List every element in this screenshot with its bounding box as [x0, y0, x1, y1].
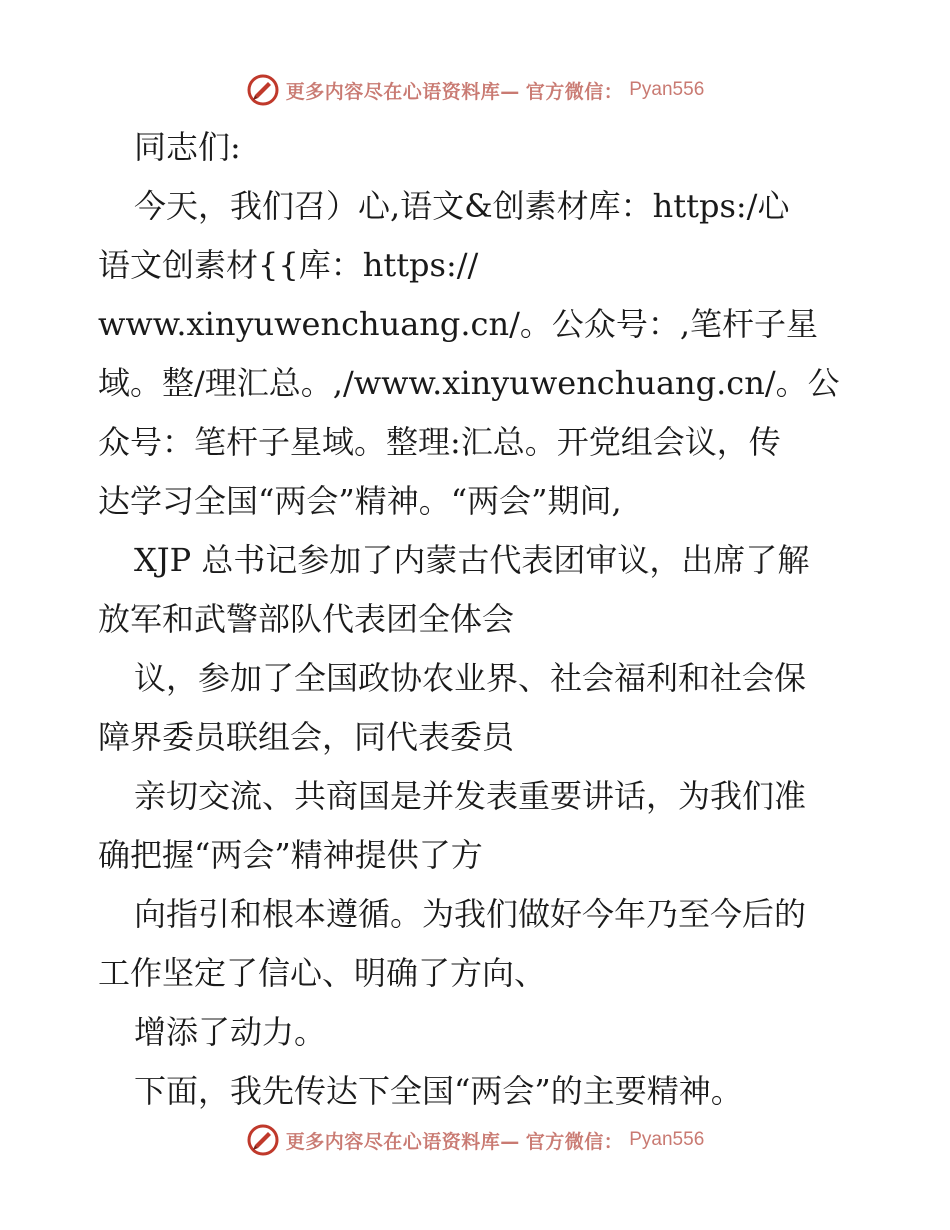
banner-main-text: 更多内容尽在心语资料库—: [285, 1130, 520, 1153]
footer-banner: [0, 1120, 950, 1160]
text-line: XJP 总书记参加了内蒙古代表团审议，出席了解: [134, 541, 810, 579]
text-line: 工作坚定了信心、明确了方向、: [98, 954, 547, 992]
text-line: 达学习全国“两会”精神。“两会”期间,: [98, 482, 622, 520]
text-line: 确把握“两会”精神提供了方: [98, 836, 483, 874]
banner-suffix-text: 官方微信：: [525, 80, 624, 103]
banner-suffix-text: 官方微信：: [525, 1130, 624, 1153]
text-line: 向指引和根本遵循。为我们做好今年乃至今后的: [134, 895, 807, 933]
text-line: www.xinyuwenchuang.cn/。公众号：,笔杆子星: [98, 305, 819, 343]
text-line: 亲切交流、共商国是并发表重要讲话，为我们准: [134, 777, 807, 815]
banner-main-text: 更多内容尽在心语资料库—: [285, 80, 520, 103]
red-seal-pen-icon: [246, 73, 280, 107]
banner-wechat-id: Pyan556: [629, 79, 705, 100]
text-line: 语文创素材{{库：https://: [98, 246, 479, 284]
text-line: 议，参加了全国政协农业界、社会福利和社会保: [134, 659, 807, 697]
banner-wechat-id: Pyan556: [629, 1129, 705, 1150]
text-line: 今天，我们召）心,语文&创素材库：https:/心: [134, 187, 790, 225]
text-line: 众号：笔杆子星域。整理:汇总。开党组会议，传: [98, 423, 781, 461]
text-line: 障界委员联组会，同代表委员: [98, 718, 515, 756]
document-body: [98, 118, 868, 1121]
text-line: 放军和武警部队代表团全体会: [98, 600, 515, 638]
text-line: 同志们:: [134, 128, 241, 166]
red-seal-pen-icon: [246, 1123, 280, 1157]
text-line: 下面，我先传达下全国“两会”的主要精神。: [134, 1072, 743, 1110]
text-line: 增添了动力。: [134, 1013, 327, 1051]
text-line: 域。整/理汇总。,/www.xinyuwenchuang.cn/。公: [98, 364, 840, 402]
header-banner: [0, 70, 950, 110]
